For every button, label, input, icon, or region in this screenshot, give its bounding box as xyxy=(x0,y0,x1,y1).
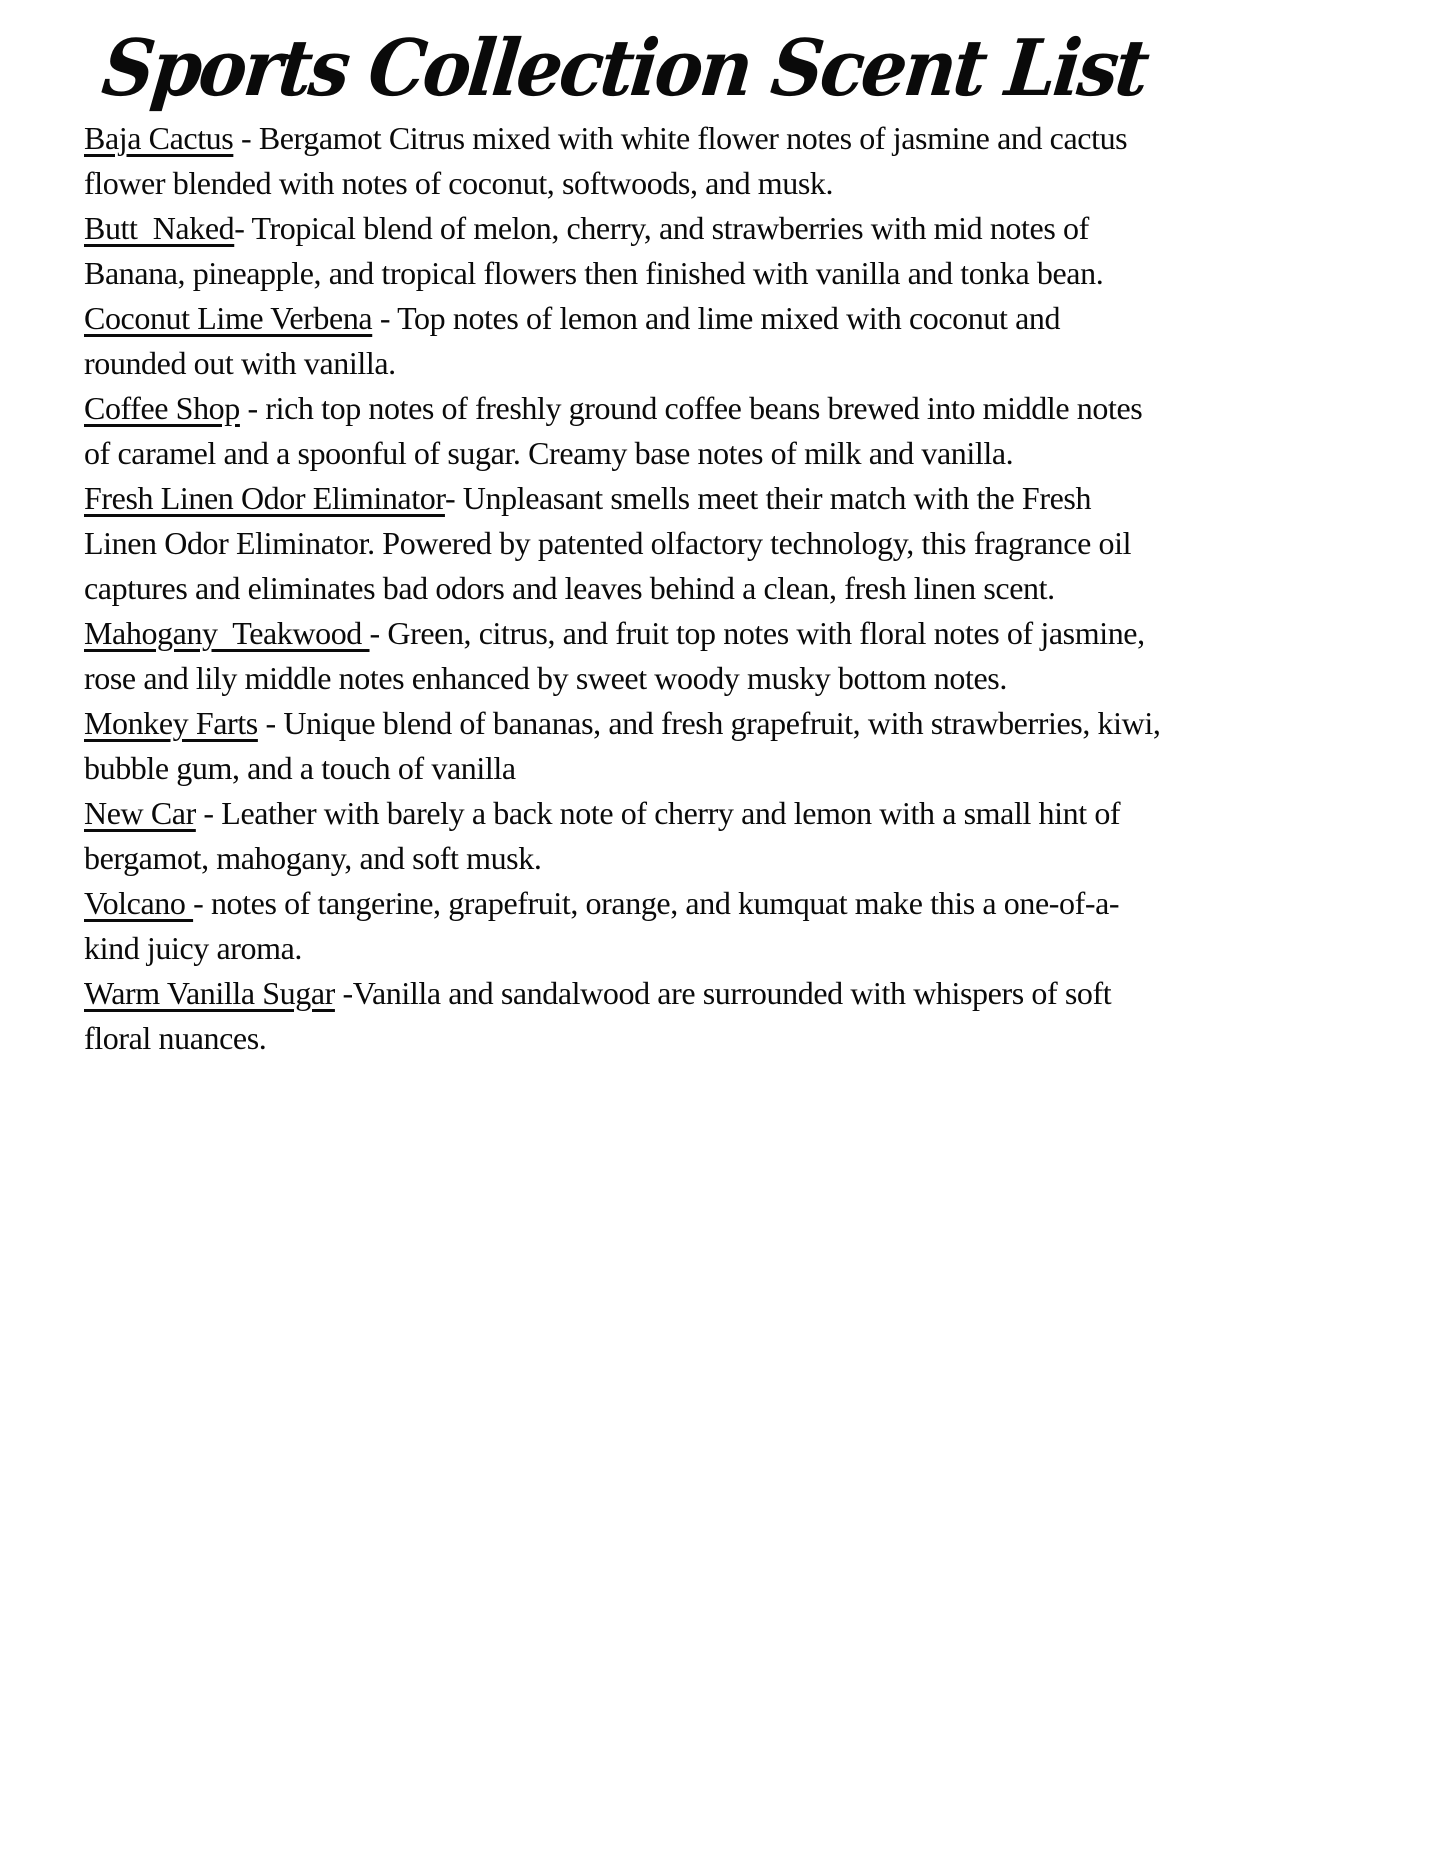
scent-separator: - xyxy=(234,209,252,246)
scent-entry-fresh-linen-odor-eliminator xyxy=(84,476,1165,611)
scent-entry-new-car xyxy=(84,791,1165,881)
scent-description: Leather with barely a back note of cherry and lemon with a small hint of bergamot, mahogany, and soft musk. xyxy=(84,794,1128,876)
scent-name: Butt Naked xyxy=(84,209,235,246)
scent-entry-mahogany-teakwood xyxy=(84,611,1165,701)
scent-entry-volcano xyxy=(84,881,1165,971)
scent-name: Volcano xyxy=(84,884,194,921)
scent-separator: - xyxy=(444,479,463,516)
scent-separator: - xyxy=(334,974,353,1011)
scent-separator: - xyxy=(193,884,211,921)
scent-name: New Car xyxy=(84,794,196,831)
scent-description: Top notes of lemon and lime mixed with coconut and rounded out with vanilla. xyxy=(84,299,1068,381)
scent-name: Coconut Lime Verbena xyxy=(84,299,373,336)
page-title xyxy=(84,21,1165,114)
scent-entry-butt-naked xyxy=(84,206,1165,296)
scent-description: Unique blend of bananas, and fresh grapefruit, with strawberries, kiwi, bubble gum, and a touch of vanilla xyxy=(84,704,1169,786)
scent-entry-monkey-farts xyxy=(84,701,1169,791)
scent-entry-warm-vanilla-sugar xyxy=(84,971,1165,1061)
scent-description: Vanilla and sandalwood are surrounded with whispers of soft floral nuances. xyxy=(84,974,1119,1056)
scent-entry-coconut-lime-verbena xyxy=(84,296,1165,386)
scent-description: rich top notes of freshly ground coffee beans brewed into middle notes of caramel and a spoonful of sugar. Creamy base notes of milk and vanilla. xyxy=(84,389,1150,471)
scent-name: Monkey Farts xyxy=(84,704,258,741)
scent-name: Mahogany Teakwood xyxy=(84,614,370,651)
scent-separator: - xyxy=(239,389,266,426)
scent-name: Warm Vanilla Sugar xyxy=(84,974,335,1011)
scent-name: Baja Cactus xyxy=(84,119,234,156)
scent-list xyxy=(84,116,1169,1061)
scent-separator: - xyxy=(372,299,398,336)
scent-description: Unpleasant smells meet their match with the Fresh Linen Odor Eliminator. Powered by patented olfactory technology, this fragrance oil captures and eliminates bad odors and leaves behind a clean, fresh linen scent. xyxy=(84,479,1139,606)
page-title-text: Sports Collection Scent List xyxy=(98,21,1151,114)
scent-name: Coffee Shop xyxy=(84,389,240,426)
scent-name: Fresh Linen Odor Eliminator xyxy=(84,479,445,516)
scent-entry-coffee-shop xyxy=(84,386,1165,476)
scent-separator: - xyxy=(195,794,222,831)
scent-description: Bergamot Citrus mixed with white flower notes of jasmine and cactus flower blended with notes of coconut, softwoods, and musk. xyxy=(84,119,1135,201)
scent-description: notes of tangerine, grapefruit, orange, and kumquat make this a one-of-a-kind juicy aroma. xyxy=(84,884,1120,966)
scent-description: Tropical blend of melon, cherry, and strawberries with mid notes of Banana, pineapple, and tropical flowers then finished with vanilla and tonka bean. xyxy=(84,209,1104,291)
scent-separator: - xyxy=(257,704,284,741)
scent-separator: - xyxy=(233,119,259,156)
scent-description: Green, citrus, and fruit top notes with floral notes of jasmine, rose and lily middle notes enhanced by sweet woody musky bottom notes. xyxy=(84,614,1153,696)
scent-separator: - xyxy=(369,614,388,651)
scent-entry-baja-cactus xyxy=(84,116,1165,206)
